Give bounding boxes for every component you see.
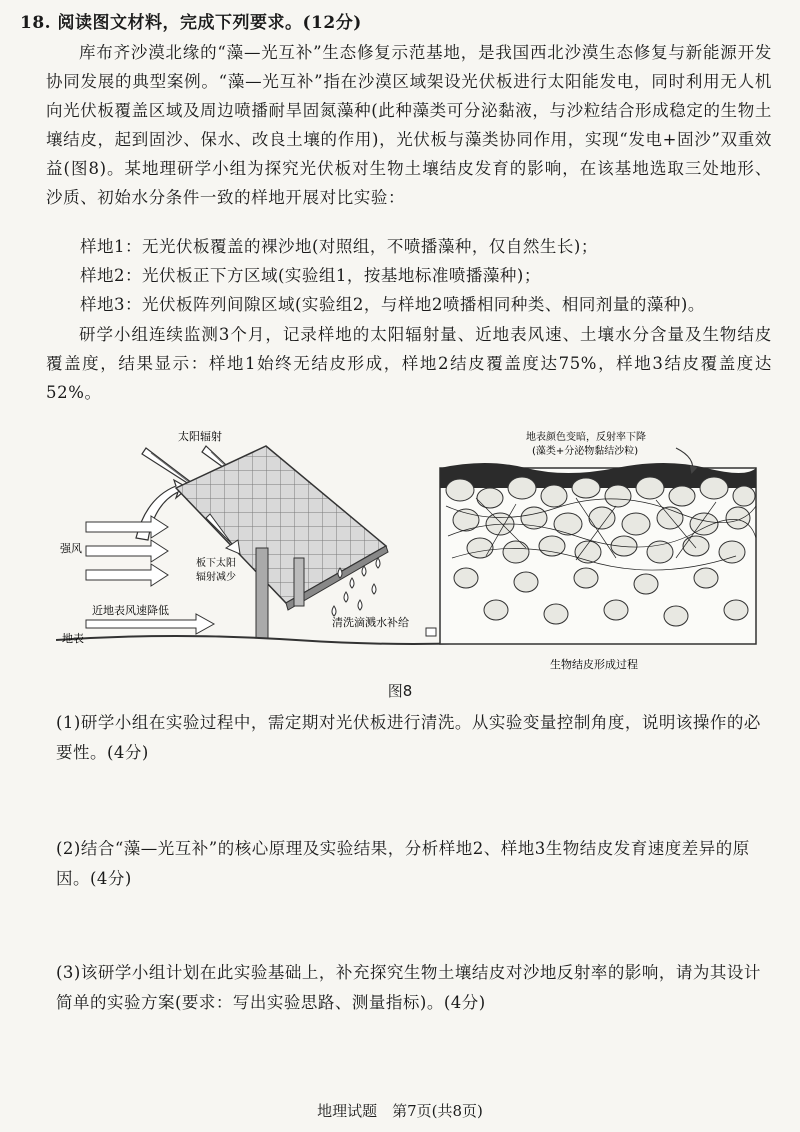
intro-paragraph: 库布齐沙漠北缘的“藻—光互补”生态修复示范基地，是我国西北沙漠生态修复与新能源开发协同发展的典型案例。“藻—光互补”指在沙漠区域架设光伏板进行太阳能发电，同时利用无人机向光伏板覆盖区域及周边喷播耐旱固氮藻种(此种藻类可分泌黏液，与沙粒结合形成稳定的生物土壤结皮，起到固沙、保水、改良土壤的作用)，光伏板与藻类协同作用，实现“发电+固沙”双重效益(图8)。某地理研学小组为探究光伏板对生物土壤结皮发育的影响，在该基地选取三处地形、沙质、初始水分条件一致的样地开展对比实验： [46,43,772,207]
near-wind-arrow [86,614,214,634]
detail-marker [426,628,436,636]
label-wash: 清洗滴溅水补给 [332,616,409,629]
solar-panel [176,446,388,610]
sample-1: 样地1：无光伏板覆盖的裸沙地(对照组，不喷播藻种，仅自然生长)； [80,237,598,256]
results-paragraph: 研学小组连续监测3个月，记录样地的太阳辐射量、近地表风速、土壤水分含量及生物结皮覆盖度，结果显示：样地1始终无结皮形成，样地2结皮覆盖度达75%，样地3结皮覆盖度达52%。 [46,325,772,402]
label-wind: 强风 [60,542,82,555]
label-near-wind: 近地表风速降低 [92,604,169,617]
figure-caption: 图8 [387,682,413,700]
sample-3: 样地3：光伏板阵列间隙区域(实验组2，与样地2喷播相同种类、相同剂量的藻种)。 [80,295,705,314]
page-footer: 地理试题 第7页(共8页) [317,1102,483,1120]
label-solar: 太阳辐射 [178,430,222,443]
label-process: 生物结皮形成过程 [550,658,638,671]
label-shade-1: 板下太阳 [196,558,236,569]
label-ground: 地表 [62,632,84,645]
sub-question-1: (1)研学小组在实验过程中，需定期对光伏板进行清洗。从实验变量控制角度，说明该操作的必要性。(4分) [56,713,761,762]
sub-question-2: (2)结合“藻—光互补”的核心原理及实验结果，分析样地2、样地3生物结皮发育速度差异的原因。(4分) [56,839,750,888]
question-header: 18. 阅读图文材料，完成下列要求。(12分) [20,13,362,33]
figure-8 [56,428,766,676]
label-surface-2: (藻类+分泌物黏结沙粒) [532,446,639,457]
label-shade-2: 辐射减少 [196,572,236,583]
figure-8-illustration [56,428,766,676]
panel-pole [256,548,268,638]
sub-question-3: (3)该研学小组计划在此实验基础上，补充探究生物土壤结皮对沙地反射率的影响，请为其设计简单的实验方案(要求：写出实验思路、测量指标)。(4分) [56,963,761,1012]
sample-2: 样地2：光伏板正下方区域(实验组1，按基地标准喷播藻种)； [80,266,541,285]
label-surface-1: 地表颜色变暗，反射率下降 [526,432,646,443]
soil-crust-detail [440,463,756,644]
panel-pole-2 [294,558,304,606]
strong-wind-arrows [86,516,168,586]
